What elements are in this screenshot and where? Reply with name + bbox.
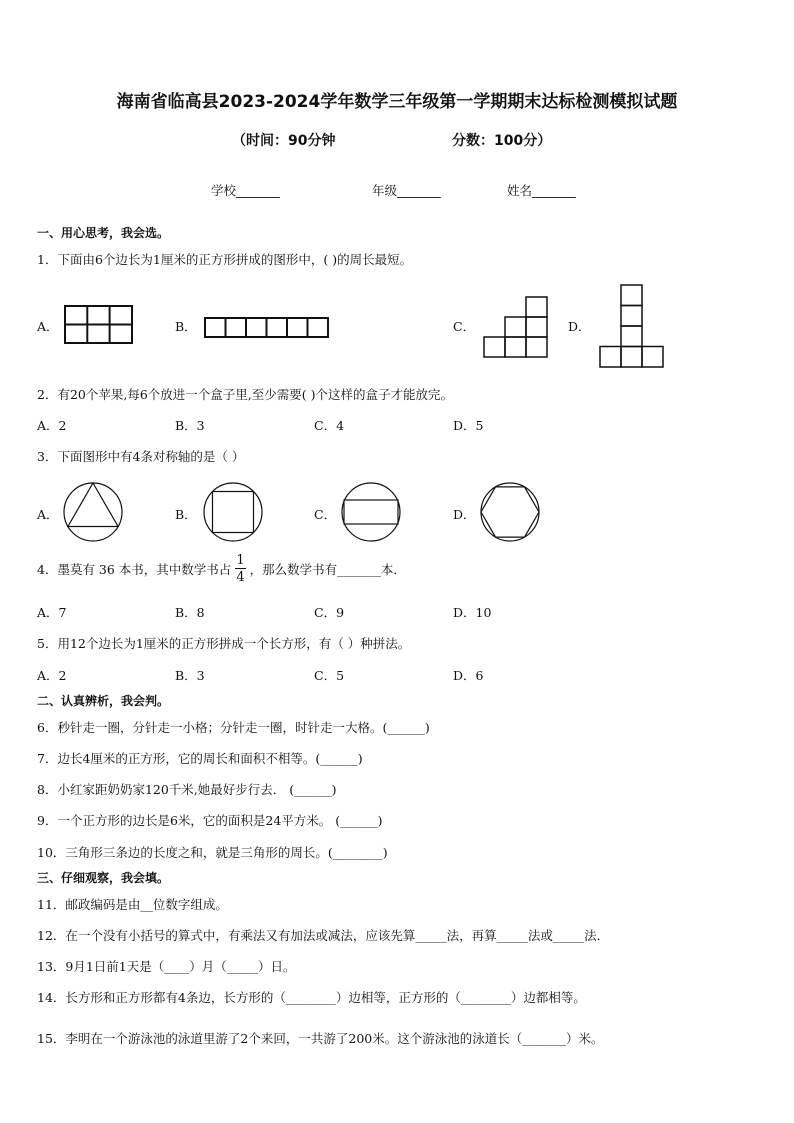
question-3: 3．下面图形中有4条对称轴的是（ ） [37, 449, 245, 464]
q4-option-c: C．9 [314, 605, 345, 620]
question-11: 11．邮政编码是由__位数字组成。 [37, 897, 228, 912]
q4-fraction-denominator: 4 [236, 570, 245, 585]
question-14: 14．长方形和正方形都有4条边，长方形的（________）边相等，正方形的（________）边都相等。 [37, 990, 586, 1005]
section-2-heading: 二、认真辨析，我会判。 [37, 694, 170, 708]
q4-option-a: A．7 [37, 605, 67, 620]
q1-figure-c [482, 295, 550, 359]
q1-figure-d [598, 283, 666, 371]
q4-fraction [235, 554, 245, 584]
q4-text-before: 4．墨莫有 36 本书，其中数学书占 [37, 562, 232, 577]
q3-figure-b-circle-square [202, 481, 264, 543]
q1-option-a: A． [37, 319, 59, 334]
question-13: 13．9月1日前1天是（____）月（_____）日。 [37, 959, 296, 974]
q1-figure-a [64, 305, 134, 345]
q3-figure-d-circle-hexagon [479, 481, 541, 543]
q3-figure-a-circle-triangle [62, 481, 124, 543]
question-15: 15．李明在一个游泳池的泳道里游了2个来回，一共游了200米。这个游泳池的泳道长（_______）米。 [37, 1031, 604, 1046]
question-5: 5．用12个边长为1厘米的正方形拼成一个长方形，有（ ）种拼法。 [37, 636, 411, 651]
q2-option-d: D．5 [453, 418, 484, 433]
question-10: 10．三角形三条边的长度之和，就是三角形的周长。(________) [37, 845, 388, 860]
section-1-heading: 一、用心思考，我会选。 [37, 226, 170, 240]
question-8: 8．小红家距奶奶家120千米,她最好步行去． (______) [37, 782, 337, 797]
q4-text-after: ，那么数学书有_______本． [249, 562, 406, 577]
q1-option-b: B． [175, 319, 197, 334]
page-title: 海南省临高县2023-2024学年数学三年级第一学期期末达标检测模拟试题 [116, 92, 678, 112]
q5-option-d: D．6 [453, 668, 484, 683]
question-12: 12．在一个没有小括号的算式中，有乘法又有加法或减法，应该先算_____法，再算_____法或_____法． [37, 928, 610, 943]
q4-fraction-numerator: 1 [236, 553, 245, 568]
exam-time: （时间：90分钟 [232, 133, 336, 149]
q5-option-b: B．3 [175, 668, 205, 683]
question-1: 1．下面由6个边长为1厘米的正方形拼成的图形中，( )的周长最短。 [37, 252, 413, 267]
q5-option-c: C．5 [314, 668, 345, 683]
question-4 [37, 554, 406, 584]
q3-option-c: C． [314, 507, 337, 522]
question-6: 6．秒针走一圈，分针走一小格；分针走一圈，时针走一大格。(______) [37, 720, 430, 735]
school-field: 学校_______ [211, 183, 280, 198]
q2-option-c: C．4 [314, 418, 345, 433]
q4-option-d: D．10 [453, 605, 492, 620]
q2-option-a: A．2 [37, 418, 67, 433]
name-field: 姓名_______ [507, 183, 576, 198]
q3-option-d: D． [453, 507, 476, 522]
q3-figure-c-circle-rectangle [340, 481, 402, 543]
grade-field: 年级_______ [372, 183, 441, 198]
q1-option-d: D． [568, 319, 591, 334]
question-7: 7．边长4厘米的正方形，它的周长和面积不相等。(______) [37, 751, 363, 766]
q3-option-a: A． [37, 507, 59, 522]
q5-option-a: A．2 [37, 668, 67, 683]
q1-option-c: C． [453, 319, 476, 334]
section-3-heading: 三、仔细观察，我会填。 [37, 871, 170, 885]
question-2: 2．有20个苹果,每6个放进一个盒子里,至少需要( )个这样的盒子才能放完。 [37, 387, 453, 402]
q4-option-b: B．8 [175, 605, 205, 620]
q1-figure-b [204, 317, 330, 339]
q2-option-b: B．3 [175, 418, 205, 433]
question-9: 9．一个正方形的边长是6米，它的面积是24平方米。 (______) [37, 813, 383, 828]
exam-score: 分数：100分） [452, 133, 552, 149]
q3-option-b: B． [175, 507, 197, 522]
